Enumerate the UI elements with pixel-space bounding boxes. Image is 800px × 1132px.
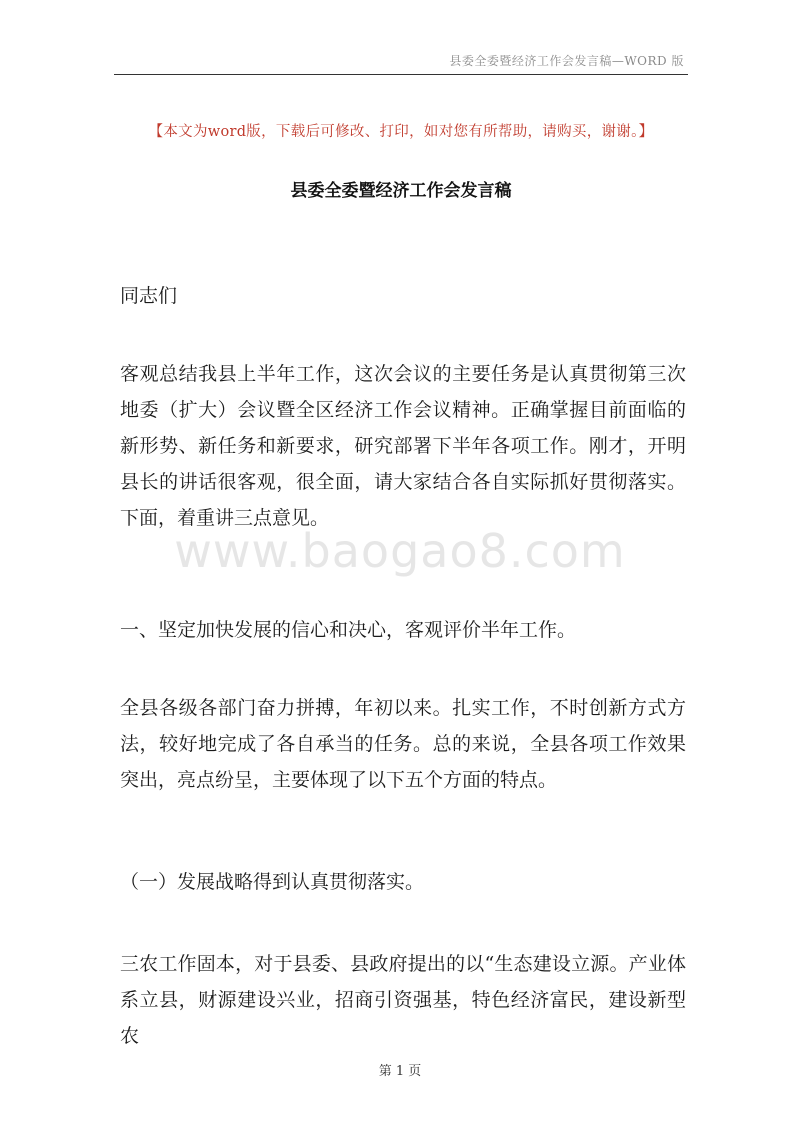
running-header: 县委全委暨经济工作会发言稿—WORD 版 [449,54,684,68]
section-heading-1: 一、坚定加快发展的信心和决心，客观评价半年工作。 [120,619,577,641]
header-divider [114,74,688,75]
salutation: 同志们 [120,285,178,307]
subsection-heading-1: （一）发展战略得到认真贯彻落实。 [120,871,425,893]
page-number: 第 1 页 [378,1064,422,1079]
purchase-notice: 【本文为word版，下载后可修改、打印，如对您有所帮助，请购买，谢谢。】 [148,124,654,140]
paragraph-intro: 客观总结我县上半年工作，这次会议的主要任务是认真贯彻第三次地委（扩大）会议暨全区经济工作会议精神。正确掌握目前面临的新形势、新任务和新要求，研究部署下半年各项工作。刚才，开明县长的讲话很客观，很全面，请大家结合各自实际抓好贯彻落实。下面，着重讲三点意见。 [120,363,686,529]
document-title: 县委全委暨经济工作会发言稿 [290,181,512,201]
paragraph-strategy: 三农工作固本，对于县委、县政府提出的以“生态建设立源。产业体系立县，财源建设兴业，招商引资强基，特色经济富民，建设新型农 [120,953,686,1047]
paragraph-summary: 全县各级各部门奋力拼搏，年初以来。扎实工作，不时创新方式方法，较好地完成了各自承当的任务。总的来说，全县各项工作效果突出，亮点纷呈，主要体现了以下五个方面的特点。 [120,697,686,791]
watermark: www.baogao8.com [174,524,626,578]
